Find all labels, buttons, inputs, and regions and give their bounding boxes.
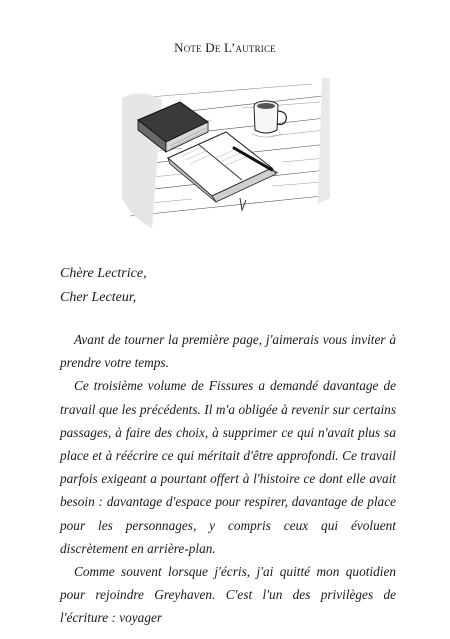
sketch-book-pen-mug-icon — [122, 78, 330, 236]
paragraph: Ce troisième volume de Fissures a demandé davantage de travail que les précédents. Il m'a obligée à revenir sur certains passages, à faire des choix, à supprimer ce qui n'avait plus sa place et à réécrire ce qui méritait d'être approfondi. Ce travail parfois exigeant a pourtant offert à l'histoire ce dont elle avait besoin : davantage d'espace pour respirer, davantage de place pour les personnages, y compris ceux qui évoluent discrètement en arrière-plan. — [60, 378, 396, 556]
paragraph: Avant de tourner la première page, j'aimerais vous inviter à prendre votre temps. — [60, 332, 396, 371]
page-title: Note De L’autrice — [174, 40, 276, 55]
greeting-line: Chère Lectrice, — [60, 266, 147, 281]
greeting-line: Cher Lecteur, — [60, 290, 137, 305]
letter-body — [60, 328, 396, 630]
paragraph: Comme souvent lorsque j'écris, j'ai quitté mon quotidien pour rejoindre Greyhaven. C'est l'un des privilèges de l'écriture : voyager — [60, 564, 396, 626]
greeting — [60, 262, 400, 310]
